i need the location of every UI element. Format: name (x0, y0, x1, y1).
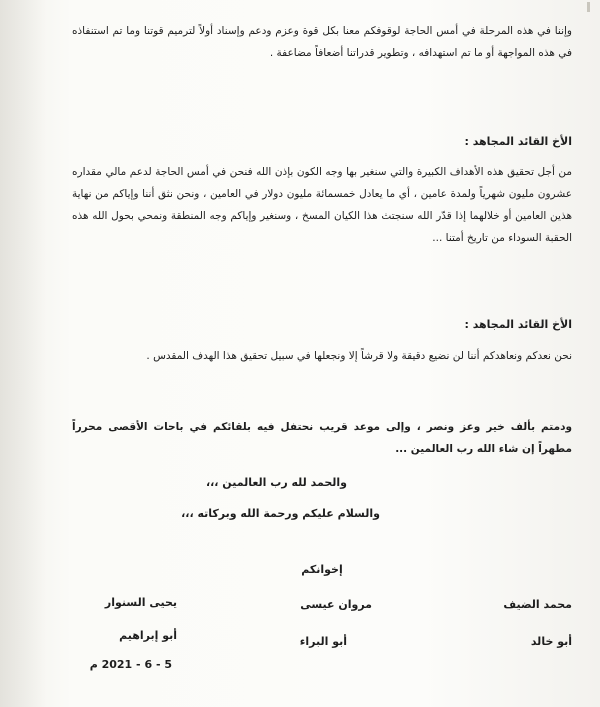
signatory-name-2: مروان عيسى (300, 598, 372, 611)
corner-mark (587, 2, 590, 12)
signatures-title: إخوانكم (301, 563, 343, 576)
closing-praise: والحمد لله رب العالمين ،،، (205, 476, 347, 489)
signatory-kunya-1: أبو خالد (530, 635, 572, 648)
salutation-heading-2: الأخ القائد المجاهد : (464, 318, 572, 331)
page-fold-shadow (0, 0, 46, 707)
signatory-kunya-3: أبو إبراهيم (119, 629, 177, 642)
signatory-kunya-2: أبو البراء (299, 635, 347, 648)
closing-salutation: والسلام عليكم ورحمة الله وبركاته ،،، (181, 507, 380, 520)
paragraph-financial-support: من أجل تحقيق هذه الأهداف الكبيرة والتي سنغير بها وجه الكون بإذن الله فنحن في أمس الحاجة لدعم مالي مقداره عشرون مليون شهرياً ولمدة عامين ، أي ما يعادل خمسمائة مليون دولار في العامين ، ونحن نثق أننا وإياكم من نهاية هذين العامين أو خلالهما إذا قدّر الله سنجتث هذا الكيان المسخ ، وسنغير وإياكم وجه المنطقة ونمحي بحول الله هذه الحقبة السوداء من تاريخ أمتنا ... (72, 166, 572, 244)
signatory-name-3: يحيى السنوار (104, 596, 177, 609)
letter-date: 5 - 6 - 2021 م (89, 658, 172, 671)
signatory-name-1: محمد الضيف (503, 598, 572, 611)
paragraph-farewell: ودمتم بألف خير وعز ونصر ، وإلى موعد قريب نحتفل فيه بلقائكم في باحات الأقصى محرراً مطهراً إن شاء الله رب العالمين ... (72, 421, 572, 455)
paragraph-support-request: وإننا في هذه المرحلة في أمس الحاجة لوقوفكم معنا بكل قوة وعزم ودعم وإسناد أولاً لترميم قوتنا وما تم استنفاذه في هذه المواجهة أو ما تم استهدافه ، وتطوير قدراتنا أضعافاً مضاعفة . (72, 25, 572, 59)
paragraph-promise: نحن نعدكم ونعاهدكم أننا لن نضيع دقيقة ولا قرشاً إلا ونجعلها في سبيل تحقيق هذا الهدف المقدس . (146, 350, 572, 362)
salutation-heading-1: الأخ القائد المجاهد : (464, 135, 572, 148)
